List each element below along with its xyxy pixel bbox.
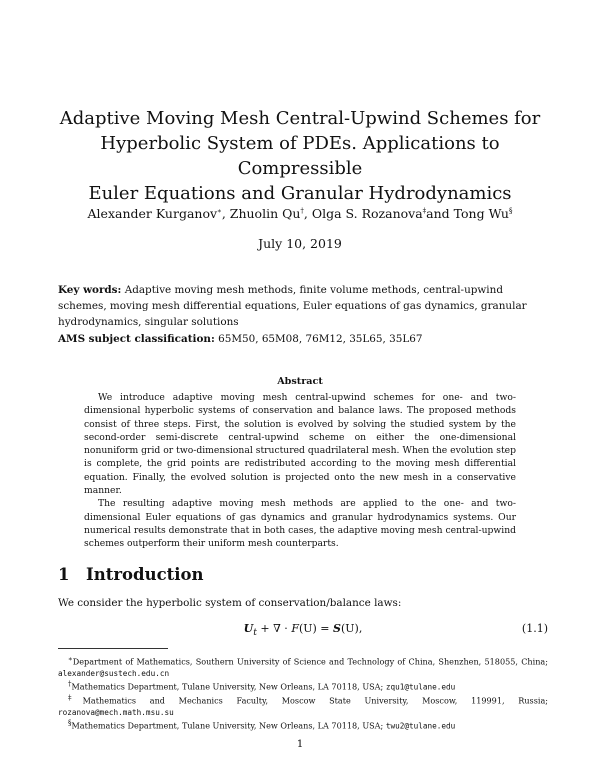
author-name: Olga S. Rozanova <box>311 206 423 221</box>
footnote-text: Department of Mathematics, Southern University of Science and Technology of China, Shenzhen, 518055, China; <box>72 656 548 667</box>
abstract-heading: Abstract <box>277 376 323 387</box>
author-name: Alexander Kurganov <box>87 206 218 221</box>
footnote-email: twu2@tulane.edu <box>385 721 456 731</box>
keywords-block <box>58 282 548 330</box>
author-mark: † <box>300 206 304 215</box>
eq-mid: + ∇ · <box>256 622 292 635</box>
footnote-text: Mathematics Department, Tulane University, New Orleans, LA 70118, USA; <box>71 720 386 731</box>
footnote <box>58 718 548 732</box>
author-sep: and <box>426 206 454 221</box>
author-name: Zhuolin Qu <box>229 206 301 221</box>
footnotes <box>58 654 548 732</box>
author-mark: § <box>508 206 513 215</box>
section-number: 1 <box>58 565 70 584</box>
author-sep: , <box>221 206 230 221</box>
ams-label: AMS subject classification: <box>58 333 215 345</box>
footnote <box>58 654 548 679</box>
footnote <box>58 693 548 718</box>
keywords-text: Adaptive moving mesh methods, finite volume methods, central-upwind schemes, moving mesh differential equations, Euler equations of gas dynamics, granular hydrodynamics, singular solutions <box>58 284 527 328</box>
eq-sub: t <box>253 627 257 639</box>
footnote-text: Mathematics Department, Tulane University, New Orleans, LA 70118, USA; <box>71 681 386 692</box>
footnote-email: zqu1@tulane.edu <box>385 682 456 692</box>
abstract-paragraph: The resulting adaptive moving mesh methods are applied to the one- and two-dimensional Euler equations of gas dynamics and granular hydrodynamics systems. Our numerical results demonstrate that in both cases, the adaptive moving mesh central-upwind schemes outperform their uniform mesh counterparts. <box>84 498 516 550</box>
paper-title <box>40 106 560 206</box>
intro-paragraph: We consider the hyperbolic system of conservation/balance laws: <box>58 597 402 609</box>
footnote-text: Mathematics and Mechanics Faculty, Moscow State University, Moscow, 119991, Russia; <box>82 695 549 706</box>
eq-lhs: U <box>243 622 254 635</box>
footnote-email: rozanova@mech.math.msu.su <box>58 707 174 717</box>
author-mark: ∗ <box>217 206 222 215</box>
page-number: 1 <box>296 738 304 750</box>
eq-src: S <box>333 622 341 635</box>
eq-arg: (U) = <box>298 622 334 635</box>
footnote-mark: † <box>68 680 72 689</box>
title-line: Euler Equations and Granular Hydrodynamics <box>88 183 512 204</box>
footnote-rule <box>58 648 168 649</box>
title-line: Adaptive Moving Mesh Central-Upwind Schemes for <box>59 108 541 129</box>
paper-date: July 10, 2019 <box>258 236 342 251</box>
title-line: Hyperbolic System of PDEs. Applications to Compressible <box>100 133 500 179</box>
ams-classification <box>58 333 548 345</box>
footnote-mark: ∗ <box>68 655 73 663</box>
equation-body <box>58 622 548 638</box>
footnote-mark: § <box>68 719 72 728</box>
section-heading <box>58 565 204 584</box>
author-name: Tong Wu <box>453 206 509 221</box>
abstract-paragraph: We introduce adaptive moving mesh central-upwind schemes for one- and two-dimensional hyperbolic systems of conservation and balance laws. The proposed methods consist of three steps. First, the solution is evolved by solving the studied system by the second-order semi-discrete central-upwind scheme on either the one-dimensional nonuniform grid or two-dimensional structured quadrilateral mesh. When the evolution step is complete, the grid points are redistributed according to the moving mesh differential equation. Finally, the evolved solution is projected onto the new mesh in a conservative manner. <box>84 392 516 497</box>
author-mark: ‡ <box>422 206 427 215</box>
abstract-body <box>84 391 516 551</box>
footnote-mark: ‡ <box>68 693 83 702</box>
section-title: Introduction <box>86 565 204 584</box>
footnote <box>58 679 548 693</box>
footnote-email: alexander@sustech.edu.cn <box>58 668 170 678</box>
keywords-label: Key words: <box>58 284 122 296</box>
eq-flux: F <box>291 622 299 635</box>
equation-tag: (1.1) <box>521 622 548 635</box>
eq-arg2: (U), <box>340 622 363 635</box>
author-sep: , <box>303 206 312 221</box>
author-list <box>40 206 560 221</box>
ams-codes: 65M50, 65M08, 76M12, 35L65, 35L67 <box>218 333 423 345</box>
